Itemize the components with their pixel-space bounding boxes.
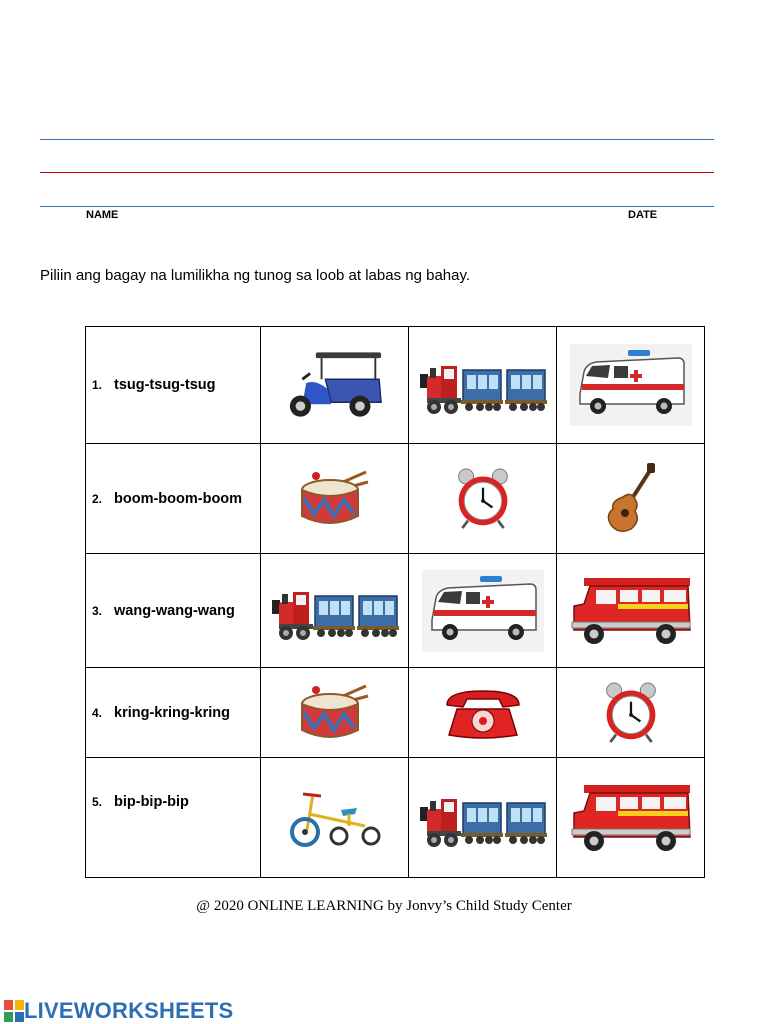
question-number: 1. [92,378,103,392]
question-cell [86,444,261,554]
question-number: 5. [92,795,103,809]
ambulance-icon[interactable] [570,344,692,426]
option-cell[interactable] [409,327,557,444]
question-cell [86,554,261,668]
train-icon[interactable] [417,787,549,849]
name-label: NAME [86,209,119,221]
ambulance-icon[interactable] [422,570,544,652]
name-line-bottom [40,206,714,207]
table-row [86,327,705,444]
table-row [86,554,705,668]
jeepney-icon[interactable] [570,576,692,646]
name-line-top [40,139,714,140]
tricycle-bike-icon[interactable] [285,788,385,848]
option-cell[interactable] [261,758,409,878]
brand-logo[interactable] [4,998,233,1024]
tricycle-icon[interactable] [287,350,383,420]
option-cell[interactable] [557,758,705,878]
brand-text: LIVEWORKSHEETS [24,998,234,1023]
table-row [86,668,705,758]
option-cell[interactable] [409,758,557,878]
question-number: 4. [92,705,103,720]
option-cell[interactable] [261,554,409,668]
alarm-clock-icon[interactable] [601,681,661,745]
date-label: DATE [628,209,658,221]
question-cell [86,327,261,444]
table-row [86,444,705,554]
question-cell [86,758,261,878]
option-cell[interactable] [261,327,409,444]
option-cell[interactable] [557,327,705,444]
option-cell[interactable] [409,668,557,758]
train-icon[interactable] [269,580,401,642]
sound-word: bip-bip-bip [114,794,189,810]
question-number: 3. [92,603,103,618]
option-cell[interactable] [261,444,409,554]
drum-icon[interactable] [300,468,370,530]
liveworksheets-logo-icon [4,1000,24,1022]
alarm-clock-icon[interactable] [453,467,513,531]
sound-word: tsug-tsug-tsug [114,377,216,393]
telephone-icon[interactable] [441,683,525,743]
train-icon[interactable] [417,354,549,416]
option-cell[interactable] [409,554,557,668]
footer-credit: @ 2020 ONLINE LEARNING by Jonvy’s Child Study Center [196,898,572,914]
guitar-icon[interactable] [605,463,657,535]
option-cell[interactable] [557,668,705,758]
option-cell[interactable] [557,554,705,668]
option-cell[interactable] [409,444,557,554]
table-row [86,758,705,878]
sound-word: wang-wang-wang [114,602,235,619]
option-cell[interactable] [261,668,409,758]
drum-icon[interactable] [300,682,370,744]
question-number: 2. [92,491,103,506]
sound-word: kring-kring-kring [114,704,231,721]
instruction: Piliin ang bagay na lumilikha ng tunog sa loob at labas ng bahay. [40,267,471,284]
worksheet-table [85,326,705,878]
jeepney-icon[interactable] [570,783,692,853]
name-line-middle [40,172,714,173]
option-cell[interactable] [557,444,705,554]
sound-word: boom-boom-boom [114,490,243,507]
question-cell [86,668,261,758]
